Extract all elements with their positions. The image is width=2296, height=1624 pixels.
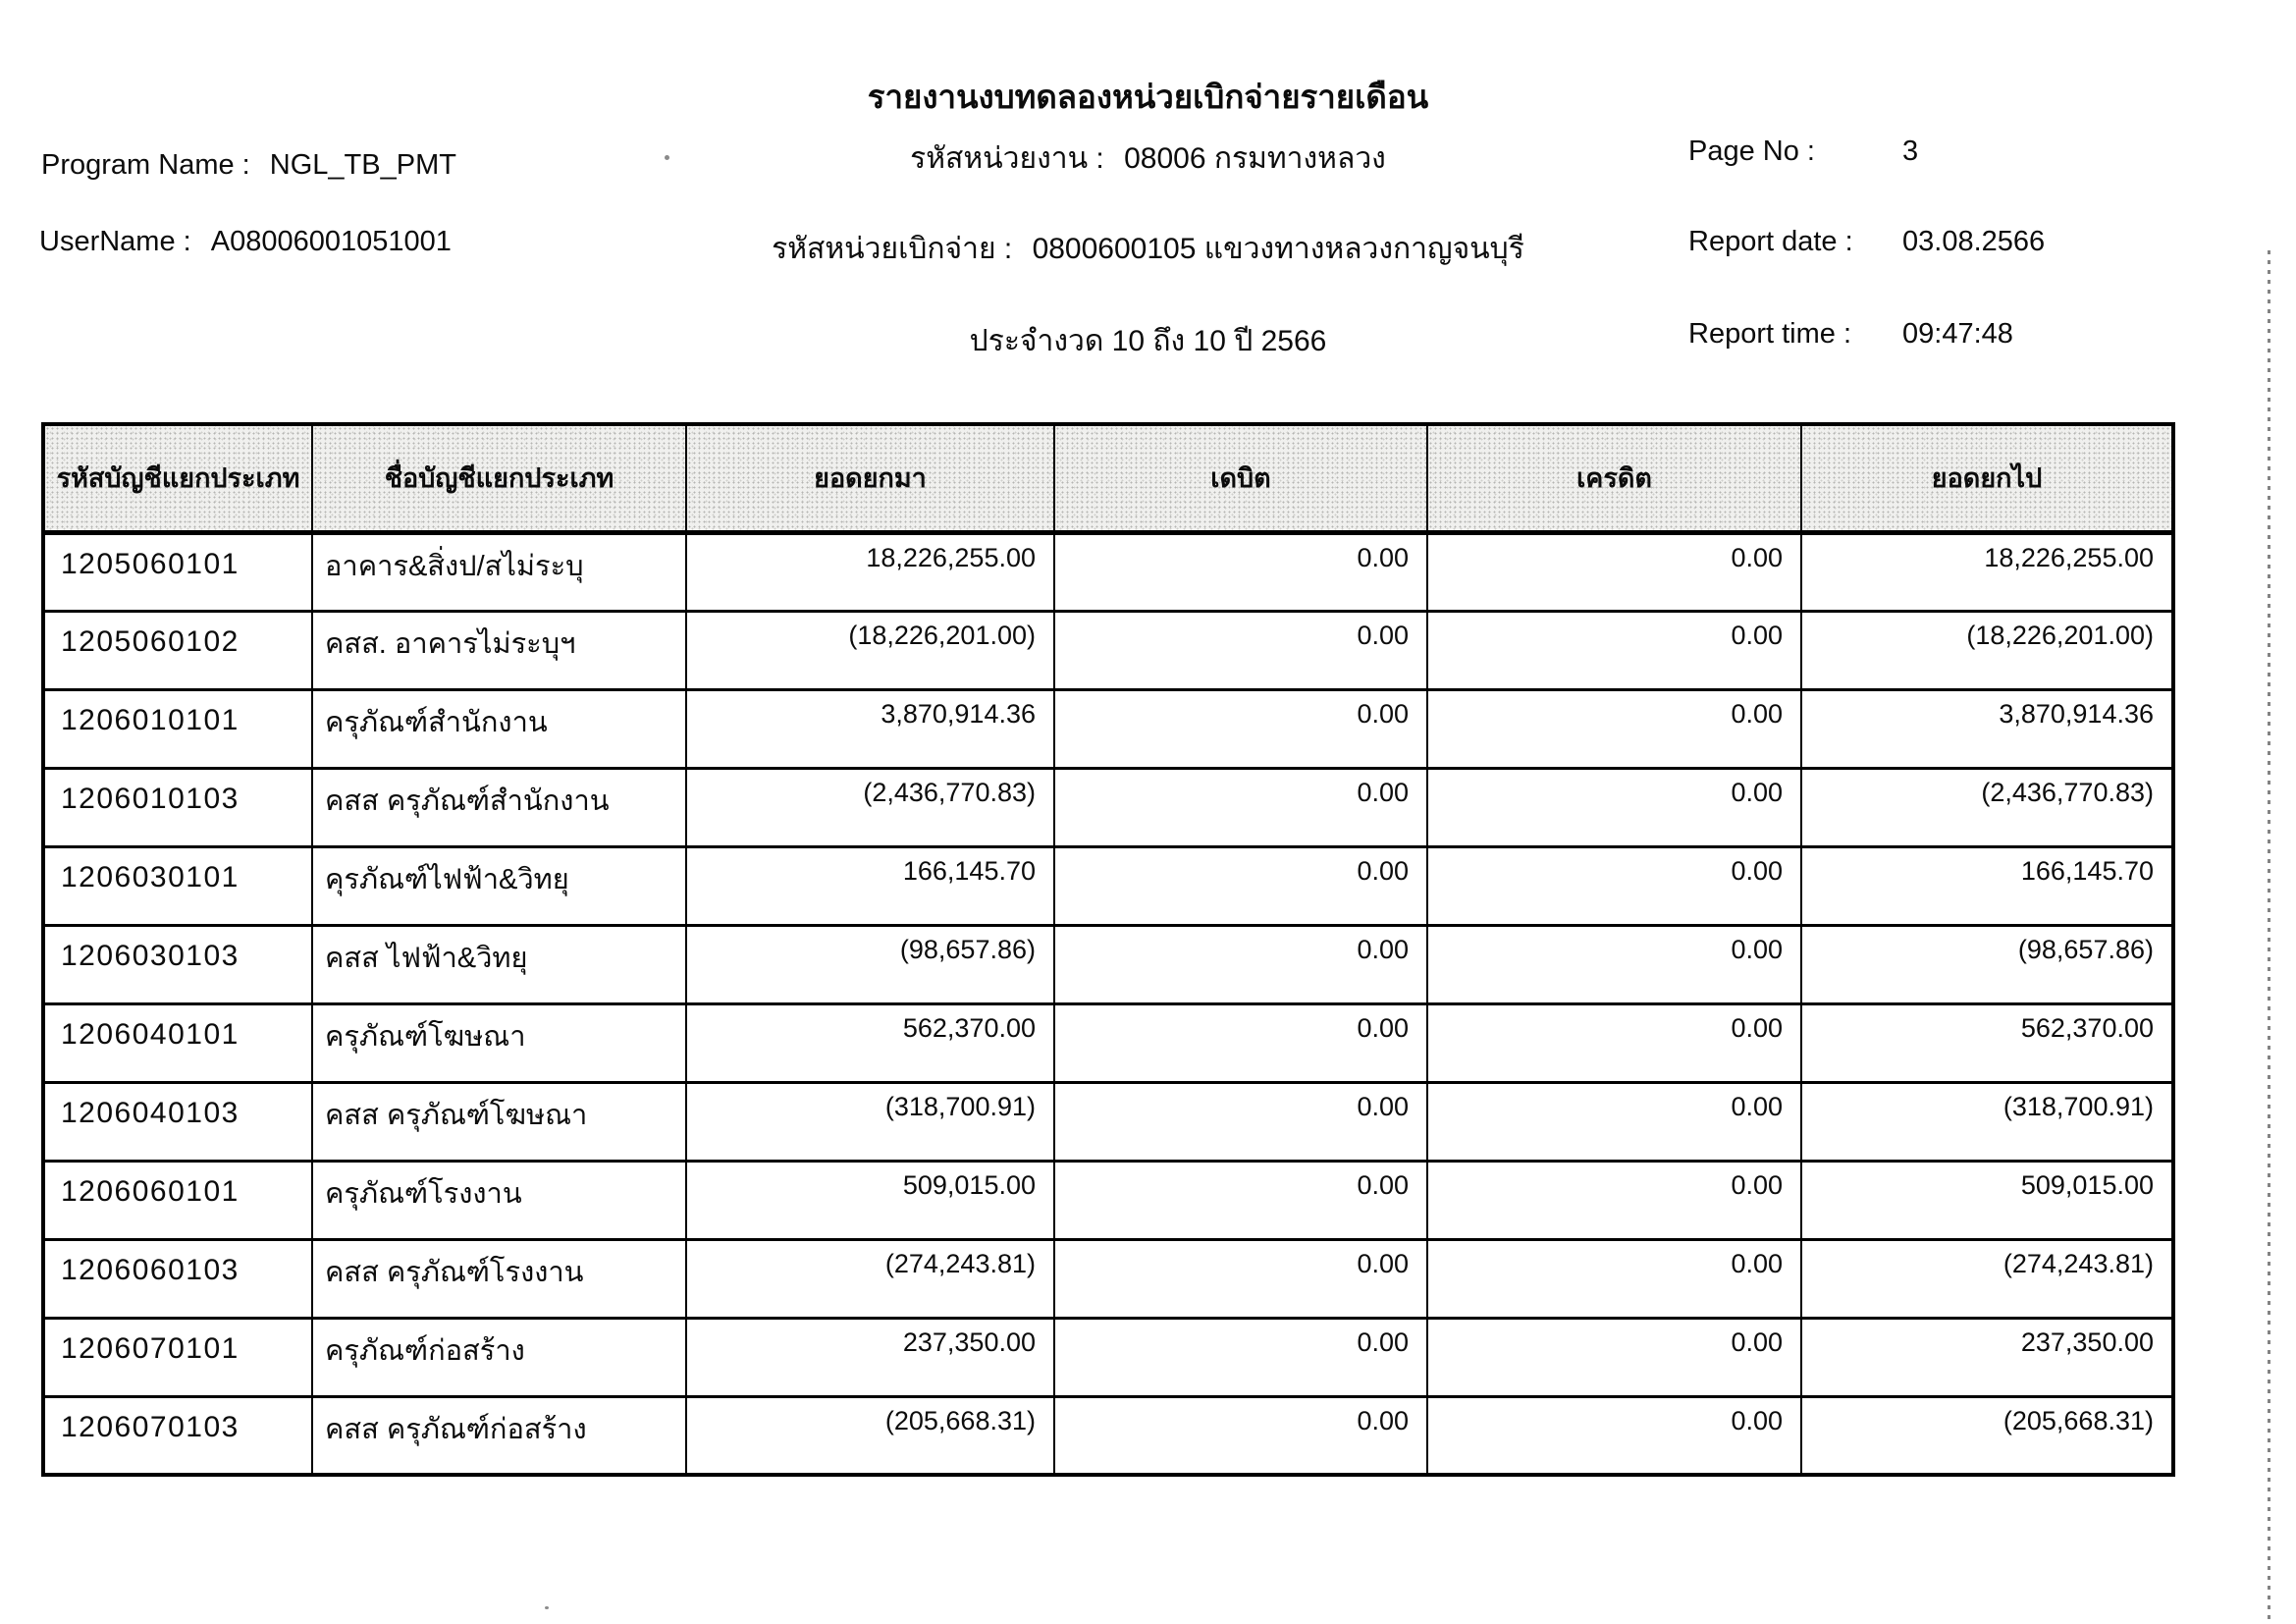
credit-cell: 0.00 [1427,1239,1801,1318]
table-row [43,611,2173,689]
table-row [43,768,2173,846]
account-name-cell: คสส ครุภัณฑ์โฆษณา [312,1082,686,1161]
account-name-cell: ครุภัณฑ์โรงงาน [312,1161,686,1239]
report-title: รายงานงบทดลองหน่วยเบิกจ่ายรายเดือน [867,79,1429,115]
debit-cell: 0.00 [1054,846,1427,925]
closing-balance-cell: 237,350.00 [1801,1318,2173,1396]
credit-cell: 0.00 [1427,1318,1801,1396]
closing-balance-cell: 166,145.70 [1801,846,2173,925]
account-code-cell: 1206070101 [43,1318,312,1396]
debit-cell: 0.00 [1054,1396,1427,1475]
debit-cell: 0.00 [1054,1239,1427,1318]
account-name-cell: อาคาร&สิ่งป/สไม่ระบุ [312,532,686,611]
opening-balance-cell: (98,657.86) [686,925,1054,1003]
credit-cell: 0.00 [1427,689,1801,768]
opening-balance-cell: 509,015.00 [686,1161,1054,1239]
report-time-value: 09:47:48 [1902,318,2013,350]
table-row [43,1318,2173,1396]
credit-cell: 0.00 [1427,1396,1801,1475]
debit-cell: 0.00 [1054,689,1427,768]
account-code-cell: 1205060102 [43,611,312,689]
debit-cell: 0.00 [1054,611,1427,689]
closing-balance-cell: (2,436,770.83) [1801,768,2173,846]
table-header-row [43,424,2173,532]
username-label: UserName : [39,226,191,257]
account-name-cell: คสส ครุภัณฑ์สำนักงาน [312,768,686,846]
account-name-cell: คุรภัณฑ์ไฟฟ้า&วิทยุ [312,846,686,925]
closing-balance-cell: (205,668.31) [1801,1396,2173,1475]
debit-cell: 0.00 [1054,1082,1427,1161]
table-row [43,925,2173,1003]
program-name-value: NGL_TB_PMT [269,149,456,181]
table-row [43,1396,2173,1475]
closing-balance-cell: (274,243.81) [1801,1239,2173,1318]
credit-cell: 0.00 [1427,768,1801,846]
opening-balance-cell: 562,370.00 [686,1003,1054,1082]
opening-balance-cell: (2,436,770.83) [686,768,1054,846]
col-header-credit: เครดิต [1427,424,1801,532]
opening-balance-cell: 3,870,914.36 [686,689,1054,768]
col-header-account-code: รหัสบัญชีแยกประเภท [43,424,312,532]
table-row [43,846,2173,925]
debit-cell: 0.00 [1054,1161,1427,1239]
credit-cell: 0.00 [1427,611,1801,689]
table-row [43,532,2173,611]
opening-balance-cell: (18,226,201.00) [686,611,1054,689]
account-name-cell: ครุภัณฑ์โฆษณา [312,1003,686,1082]
col-header-closing-balance: ยอดยกไป [1801,424,2173,532]
report-date-value: 03.08.2566 [1902,226,2046,257]
page-edge-perforation-dots [2268,250,2270,1620]
closing-balance-cell: (18,226,201.00) [1801,611,2173,689]
agency-label: รหัสหน่วยงาน : [910,142,1104,175]
closing-balance-cell: 18,226,255.00 [1801,532,2173,611]
opening-balance-cell: (274,243.81) [686,1239,1054,1318]
period-line: ประจำงวด 10 ถึง 10 ปี 2566 [969,325,1327,357]
page-no-label: Page No : [1688,135,1815,167]
account-code-cell: 1206030103 [43,925,312,1003]
debit-cell: 0.00 [1054,1003,1427,1082]
page-no-value: 3 [1902,135,1919,167]
disbursing-unit-label: รหัสหน่วยเบิกจ่าย : [772,233,1013,265]
username-value: A08006001051001 [210,226,452,257]
account-name-cell: ครุภัณฑ์สำนักงาน [312,689,686,768]
account-name-cell: คสส ครุภัณฑ์โรงงาน [312,1239,686,1318]
closing-balance-cell: (318,700.91) [1801,1082,2173,1161]
credit-cell: 0.00 [1427,846,1801,925]
closing-balance-cell: 562,370.00 [1801,1003,2173,1082]
scan-speck [665,155,669,160]
account-code-cell: 1206010101 [43,689,312,768]
closing-balance-cell: (98,657.86) [1801,925,2173,1003]
account-code-cell: 1206040103 [43,1082,312,1161]
account-name-cell: ครุภัณฑ์ก่อสร้าง [312,1318,686,1396]
col-header-opening-balance: ยอดยกมา [686,424,1054,532]
opening-balance-cell: (318,700.91) [686,1082,1054,1161]
table-row [43,1161,2173,1239]
account-name-cell: คสส. อาคารไม่ระบุฯ [312,611,686,689]
credit-cell: 0.00 [1427,1161,1801,1239]
table-row [43,1239,2173,1318]
disbursing-unit-value: 0800600105 แขวงทางหลวงกาญจนบุรี [1032,233,1524,265]
table-row [43,1003,2173,1082]
program-name-label: Program Name : [41,149,250,181]
opening-balance-cell: 166,145.70 [686,846,1054,925]
account-name-cell: คสส ครุภัณฑ์ก่อสร้าง [312,1396,686,1475]
debit-cell: 0.00 [1054,1318,1427,1396]
closing-balance-cell: 509,015.00 [1801,1161,2173,1239]
credit-cell: 0.00 [1427,1003,1801,1082]
debit-cell: 0.00 [1054,768,1427,846]
credit-cell: 0.00 [1427,925,1801,1003]
closing-balance-cell: 3,870,914.36 [1801,689,2173,768]
account-code-cell: 1206060103 [43,1239,312,1318]
account-name-cell: คสส ไฟฟ้า&วิทยุ [312,925,686,1003]
scan-speck [545,1606,549,1609]
col-header-debit: เดบิต [1054,424,1427,532]
account-code-cell: 1206040101 [43,1003,312,1082]
agency-line [0,135,2296,182]
credit-cell: 0.00 [1427,1082,1801,1161]
opening-balance-cell: 237,350.00 [686,1318,1054,1396]
report-date-label: Report date : [1688,226,1853,257]
opening-balance-cell: (205,668.31) [686,1396,1054,1475]
col-header-account-name: ชื่อบัญชีแยกประเภท [312,424,686,532]
trial-balance-table [41,422,2175,1477]
debit-cell: 0.00 [1054,925,1427,1003]
agency-value: 08006 กรมทางหลวง [1124,142,1386,175]
account-code-cell: 1205060101 [43,532,312,611]
table-row [43,689,2173,768]
account-code-cell: 1206030101 [43,846,312,925]
debit-cell: 0.00 [1054,532,1427,611]
report-time-label: Report time : [1688,318,1851,350]
account-code-cell: 1206010103 [43,768,312,846]
account-code-cell: 1206060101 [43,1161,312,1239]
credit-cell: 0.00 [1427,532,1801,611]
opening-balance-cell: 18,226,255.00 [686,532,1054,611]
table-row [43,1082,2173,1161]
account-code-cell: 1206070103 [43,1396,312,1475]
